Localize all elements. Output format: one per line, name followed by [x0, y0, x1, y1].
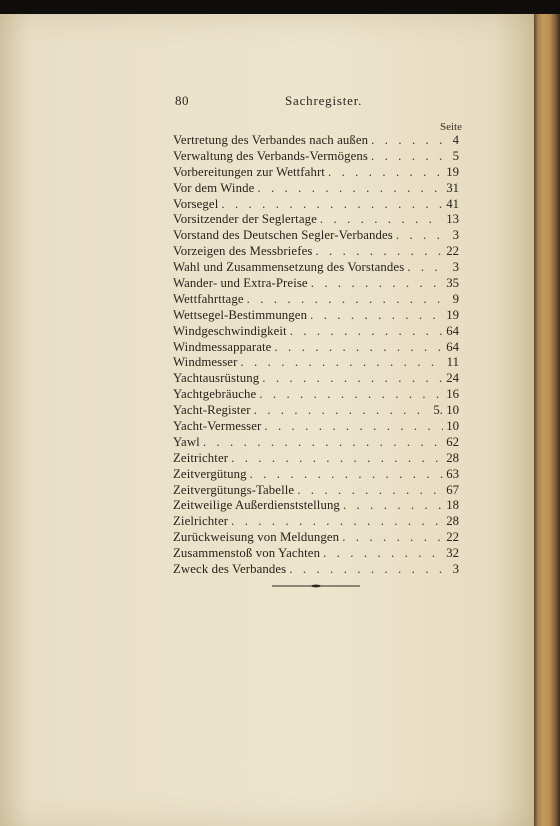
entry-label: Vorstand des Deutschen Segler-Verbandes: [173, 228, 393, 243]
dot-leader: [254, 403, 431, 419]
entry-label: Zweck des Verbandes: [173, 562, 287, 577]
dot-leader: [328, 165, 443, 181]
entry-page: 13: [446, 212, 459, 227]
dot-leader: [343, 498, 443, 514]
entry-page: 19: [446, 307, 459, 322]
entry-page: 3: [452, 562, 459, 577]
dot-leader: [396, 228, 444, 244]
entry-label: Wahl und Zusammensetzung des Vorstandes: [173, 260, 405, 275]
index-entry: [173, 181, 459, 197]
dot-leader: [342, 530, 443, 546]
entry-page: 35: [446, 276, 459, 291]
dot-leader: [240, 355, 443, 371]
index-entry: [173, 292, 459, 308]
entry-label: Yawl: [173, 434, 200, 449]
entry-page: 63: [446, 466, 459, 481]
entry-page: 22: [446, 244, 459, 259]
entry-page: 28: [446, 450, 459, 465]
index-entry: [173, 260, 459, 276]
entry-label: Zusammenstoß von Yachten: [173, 546, 321, 561]
entry-label: Wander- und Extra-Preise: [173, 276, 308, 291]
entry-label: Yacht-Vermesser: [173, 419, 262, 434]
dot-leader: [290, 324, 444, 340]
dot-leader: [274, 340, 443, 356]
index-entry: [173, 530, 459, 546]
dot-leader: [371, 149, 444, 165]
index-entry: [173, 514, 459, 530]
entry-page: 3: [452, 260, 459, 275]
entry-page: 28: [446, 514, 459, 529]
index-entry: [173, 419, 459, 435]
entry-label: Windgeschwindigkeit: [173, 323, 287, 338]
dot-leader: [323, 546, 443, 562]
entry-page: 5: [452, 148, 459, 163]
entry-label: Vertretung des Verbandes nach außen: [173, 133, 369, 147]
entry-label: Zeitrichter: [173, 450, 229, 465]
index-entry: [173, 340, 459, 356]
index-entry: [173, 197, 459, 213]
entry-label: Zurückweisung von Meldungen: [173, 530, 340, 545]
dot-leader: [257, 181, 443, 197]
entry-page: 9: [452, 291, 459, 306]
entry-label: Zeitvergütung: [173, 466, 247, 481]
index-entry: [173, 355, 459, 371]
index-entry: [173, 451, 459, 467]
index-entry: [173, 435, 459, 451]
entry-page: 64: [446, 339, 459, 354]
entry-page: 67: [446, 482, 459, 497]
entry-label: Verwaltung des Verbands-Vermögens: [173, 148, 368, 163]
index-entry: [173, 467, 459, 483]
index-entry: [173, 324, 459, 340]
entry-page: 41: [446, 196, 459, 211]
dot-leader: [247, 292, 444, 308]
dot-leader: [407, 260, 444, 276]
index-entry: [173, 403, 459, 419]
ornamental-rule: [272, 582, 360, 590]
running-head: Sachregister.: [285, 93, 363, 108]
entry-page: 11: [446, 355, 459, 370]
dot-leader: [371, 133, 444, 149]
dot-leader: [315, 244, 443, 260]
entry-label: Yachtausrüstung: [173, 371, 260, 386]
dot-leader: [259, 387, 443, 403]
index-entry: [173, 149, 459, 165]
entry-label: Vorzeigen des Messbriefes: [173, 244, 313, 259]
entry-label: Wettsegel-Bestimmungen: [173, 307, 308, 322]
entry-page: 22: [446, 530, 459, 545]
entry-page: 64: [446, 323, 459, 338]
index-entry: [173, 228, 459, 244]
dot-leader: [297, 483, 443, 499]
entry-page: 31: [446, 180, 459, 195]
dot-leader: [311, 276, 443, 292]
index-entries: [173, 133, 459, 578]
entry-page: 5. 10: [433, 403, 459, 418]
entry-label: Yachtgebräuche: [173, 387, 257, 402]
index-entry: [173, 498, 459, 514]
entry-page: 18: [446, 498, 459, 513]
book-binding-edge: [534, 14, 560, 826]
index-entry: [173, 387, 459, 403]
entry-label: Zeitweilige Außerdienststellung: [173, 498, 340, 513]
dot-leader: [231, 514, 443, 530]
index-entry: [173, 483, 459, 499]
index-entry: [173, 244, 459, 260]
entry-page: 10: [446, 419, 459, 434]
entry-label: Vorbereitungen zur Wettfahrt: [173, 164, 325, 179]
dot-leader: [231, 451, 443, 467]
entry-label: Windmesser: [173, 355, 238, 370]
dot-leader: [262, 371, 443, 387]
index-entry: [173, 562, 459, 578]
entry-page: 4: [452, 133, 459, 147]
entry-page: 16: [446, 387, 459, 402]
page-number: 80: [175, 93, 189, 108]
dot-leader: [250, 467, 444, 483]
index-entry: [173, 546, 459, 562]
index-entry: [173, 212, 459, 228]
index-entry: [173, 308, 459, 324]
entry-label: Wettfahrttage: [173, 291, 244, 306]
dot-leader: [310, 308, 443, 324]
entry-label: Vorsitzender der Seglertage: [173, 212, 317, 227]
entry-label: Yacht-Register: [173, 403, 251, 418]
entry-label: Windmessapparate: [173, 339, 272, 354]
entry-label: Vor dem Winde: [173, 180, 255, 195]
dot-leader: [221, 197, 443, 213]
dot-leader: [203, 435, 443, 451]
dot-leader: [264, 419, 443, 435]
entry-page: 62: [446, 434, 459, 449]
entry-page: 19: [446, 164, 459, 179]
index-entry: [173, 276, 459, 292]
entry-page: 3: [452, 228, 459, 243]
dot-leader: [320, 212, 443, 228]
page-header: [175, 93, 475, 111]
page-column-label: Seite: [440, 121, 462, 133]
entry-page: 32: [446, 546, 459, 561]
index-entry: [173, 133, 459, 149]
index-entry: [173, 165, 459, 181]
dot-leader: [289, 562, 444, 578]
entry-label: Zielrichter: [173, 514, 229, 529]
entry-page: 24: [446, 371, 459, 386]
entry-label: Zeitvergütungs-Tabelle: [173, 482, 295, 497]
entry-label: Vorsegel: [173, 196, 219, 211]
index-entry: [173, 371, 459, 387]
